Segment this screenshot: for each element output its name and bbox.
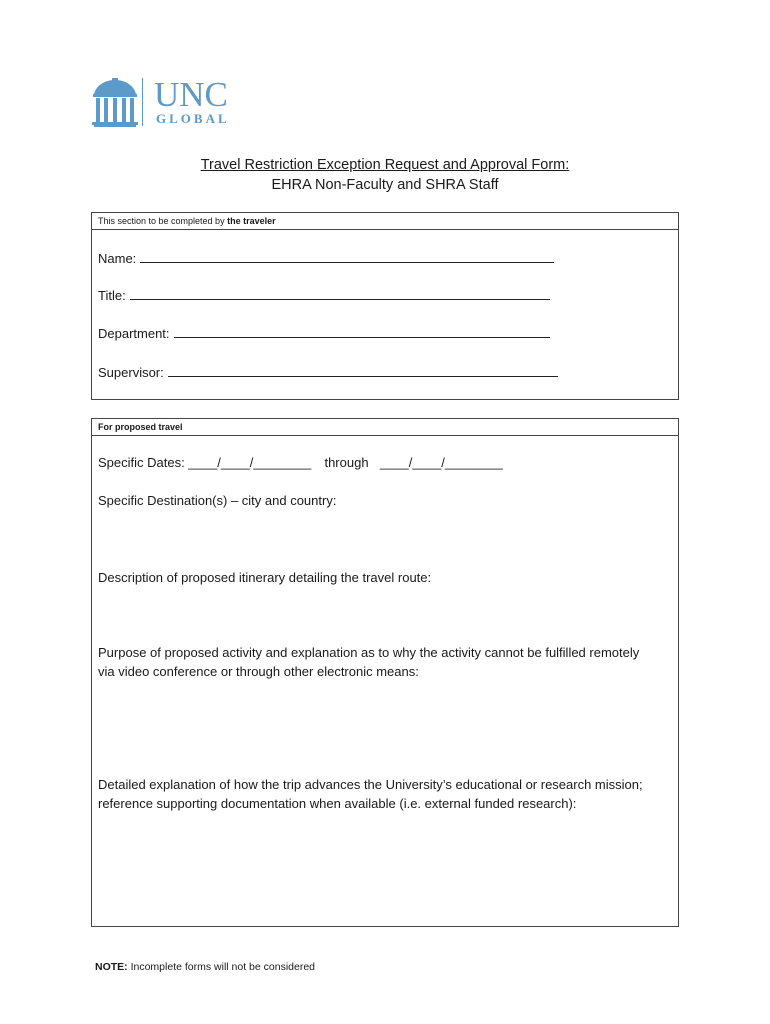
name-input-line[interactable] (140, 250, 554, 263)
name-field[interactable] (98, 250, 554, 267)
through-label: through (324, 455, 369, 470)
purpose-label: Purpose of proposed activity and explanation as to why the activity cannot be fulfilled remotely via video conference or through other electronic means: (98, 645, 640, 679)
form-title: Travel Restriction Exception Request and Approval Form: (200, 157, 570, 173)
department-field[interactable] (98, 325, 550, 342)
department-input-line[interactable] (174, 325, 550, 338)
supervisor-input-line[interactable] (168, 364, 558, 377)
explanation-label: Detailed explanation of how the trip advances the University’s educational or research mission; reference supporting documentation when available (i.e. external funded research): (98, 777, 643, 811)
logo-divider (142, 78, 143, 126)
destination-label: Specific Destination(s) – city and country: (98, 493, 337, 508)
supervisor-field[interactable] (98, 364, 558, 381)
name-label: Name: (98, 251, 137, 266)
logo-wordmark: UNC (154, 75, 228, 114)
specific-dates-field[interactable] (98, 455, 503, 471)
end-date[interactable]: ____/____/________ (379, 455, 503, 470)
dates-label: Specific Dates: ____/____/________ (98, 455, 312, 470)
traveler-section-header: This section to be completed by the traveler (92, 213, 678, 230)
form-subtitle: EHRA Non-Faculty and SHRA Staff (271, 177, 499, 193)
old-well-icon (92, 78, 138, 128)
incomplete-forms-note: NOTE: Incomplete forms will not be considered (95, 961, 316, 973)
itinerary-label: Description of proposed itinerary detailing the travel route: (98, 570, 432, 585)
title-label: Title: (98, 288, 126, 303)
logo-subwordmark: GLOBAL (156, 111, 230, 126)
unc-global-logo (92, 76, 252, 130)
proposed-travel-header: For proposed travel (92, 419, 678, 436)
title-field[interactable] (98, 287, 550, 304)
department-label: Department: (98, 326, 170, 341)
title-input-line[interactable] (130, 287, 550, 300)
supervisor-label: Supervisor: (98, 365, 164, 380)
